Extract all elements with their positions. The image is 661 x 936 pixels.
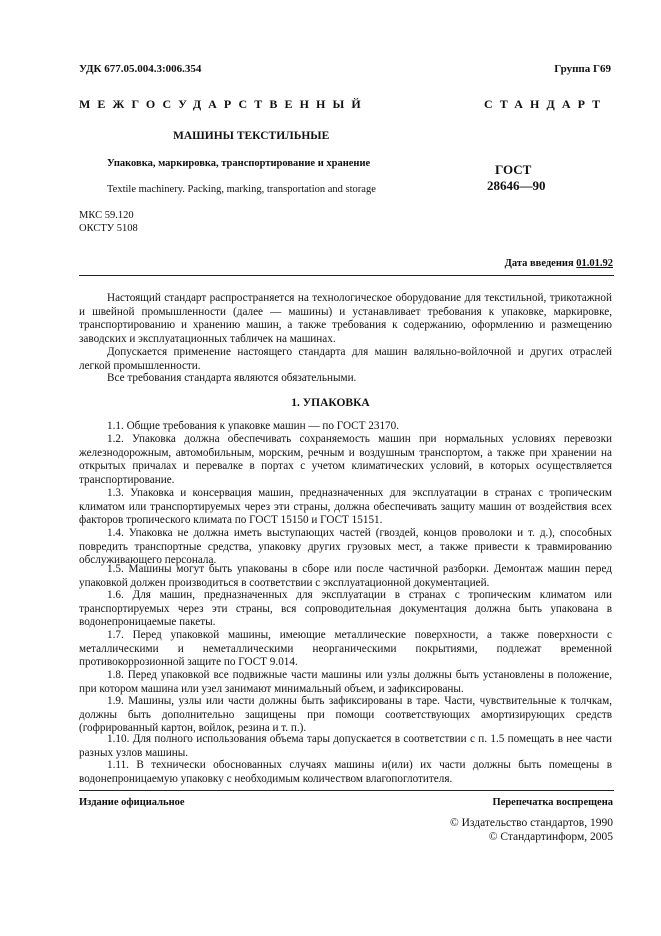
clause-item: 1.8. Перед упаковкой все подвижные части машины или узлы должны быть установлены в положение, при котором машина или узел занимают минимальный объем, и зафиксированы. <box>79 669 612 695</box>
intro-date-value: 01.01.92 <box>576 258 613 269</box>
clause-item: 1.5. Машины могут быть упакованы в сборе или после частичной разборки. Демонтаж машин перед упаковкой должен производиться в соответствии с эксплуатационной документацией. <box>79 563 612 589</box>
clause-item: 1.6. Для машин, предназначенных для эксплуатации в странах с тропическим климатом или транспортируемых через эти страны, вся сопроводительная документация должна быть упакована в водонепроницаемые пакеты. <box>79 589 612 629</box>
gost-number: 28646—90 <box>487 178 546 193</box>
clause-item: 1.10. Для полного использования объема тары допускается в соответствии с п. 1.5 помещать в нее части разных узлов машины. <box>79 733 612 759</box>
banner-standard: СТАНДАРТ <box>484 97 608 111</box>
clause-item: 1.3. Упаковка и консервация машин, предназначенных для эксплуатации в странах с тропическим климатом или транспортируемых через эти страны, должна обеспечивать защиту машин от воздействия всех факторов тропического климата по ГОСТ 15150 и ГОСТ 15151. <box>79 487 612 527</box>
copyright-1990: © Издательство стандартов, 1990 <box>449 817 613 829</box>
mks-code: МКС 59.120 <box>79 210 134 221</box>
header-divider <box>79 275 614 276</box>
clause-item: 1.1. Общие требования к упаковке машин — по ГОСТ 23170. <box>107 420 400 432</box>
official-edition: Издание официальное <box>79 797 185 808</box>
intro-paragraph: Все требования стандарта являются обязательными. <box>107 372 357 384</box>
subtitle-ru: Упаковка, маркировка, транспортирование и хранение <box>107 158 371 169</box>
intro-date-label: Дата введения <box>504 258 574 269</box>
intro-paragraph: Допускается применение настоящего стандарта для машин валяльно-войлочной и других отраслей легкой промышленности. <box>79 346 612 372</box>
clause-item: 1.7. Перед упаковкой машины, имеющие металлические поверхности, а также поверхности с металлическими и неметаллическими неорганическими покрытиями, подлежат временной противокоррозионной защите по ГОСТ 9.014. <box>79 629 612 669</box>
copyright-2005: © Стандартинформ, 2005 <box>488 831 613 843</box>
group-code: Группа Г69 <box>554 63 611 75</box>
banner-interstate: МЕЖГОСУДАРСТВЕННЫЙ <box>79 97 368 111</box>
reprint-prohibited: Перепечатка воспрещена <box>492 797 613 808</box>
okstu-code: ОКСТУ 5108 <box>79 223 138 234</box>
udk-code: УДК 677.05.004.3:006.354 <box>79 63 202 75</box>
intro-date <box>505 258 613 269</box>
intro-paragraph: Настоящий стандарт распространяется на технологическое оборудование для текстильной, трикотажной и швейной промышленности (далее — машины) и устанавливает требования к упаковке, маркировке, транспортированию и хранению машин, а также требования к содержанию, оформлению и размещению заводских и эксплуатационных табличек на машинах. <box>79 292 612 345</box>
section-title: 1. УПАКОВКА <box>291 397 370 409</box>
clause-item: 1.2. Упаковка должна обеспечивать сохраняемость машин при нормальных условиях перевозки железнодорожным, автомобильным, морским, речным и воздушным транспортом, а также при хранении на открытых причалах и перевалке в портах с учетом климатических условий, в которых осуществляется транспортирование. <box>79 433 612 486</box>
document-title: МАШИНЫ ТЕКСТИЛЬНЫЕ <box>173 130 330 142</box>
clause-item: 1.4. Упаковка не должна иметь выступающих частей (гвоздей, концов проволоки и т. д.), способных повредить транспортные средства, упаковку других грузовых мест, а также привести к травмированию обслуживающего персонала. <box>79 527 612 567</box>
clause-item: 1.11. В технически обоснованных случаях машины и(или) их части должны быть помещены в водонепроницаемую упаковку с необходимым количеством влагопоглотителя. <box>79 759 612 785</box>
subtitle-en: Textile machinery. Packing, marking, transportation and storage <box>107 184 376 195</box>
footer-divider <box>79 790 614 791</box>
gost-label: ГОСТ <box>495 162 532 177</box>
clause-item: 1.9. Машины, узлы или части должны быть зафиксированы в таре. Части, чувствительные к толчкам, должны быть дополнительно защищены при помощи соответствующих амортизирующих средств (гофрированный картон, войлок, резина и т. п.). <box>79 695 612 735</box>
